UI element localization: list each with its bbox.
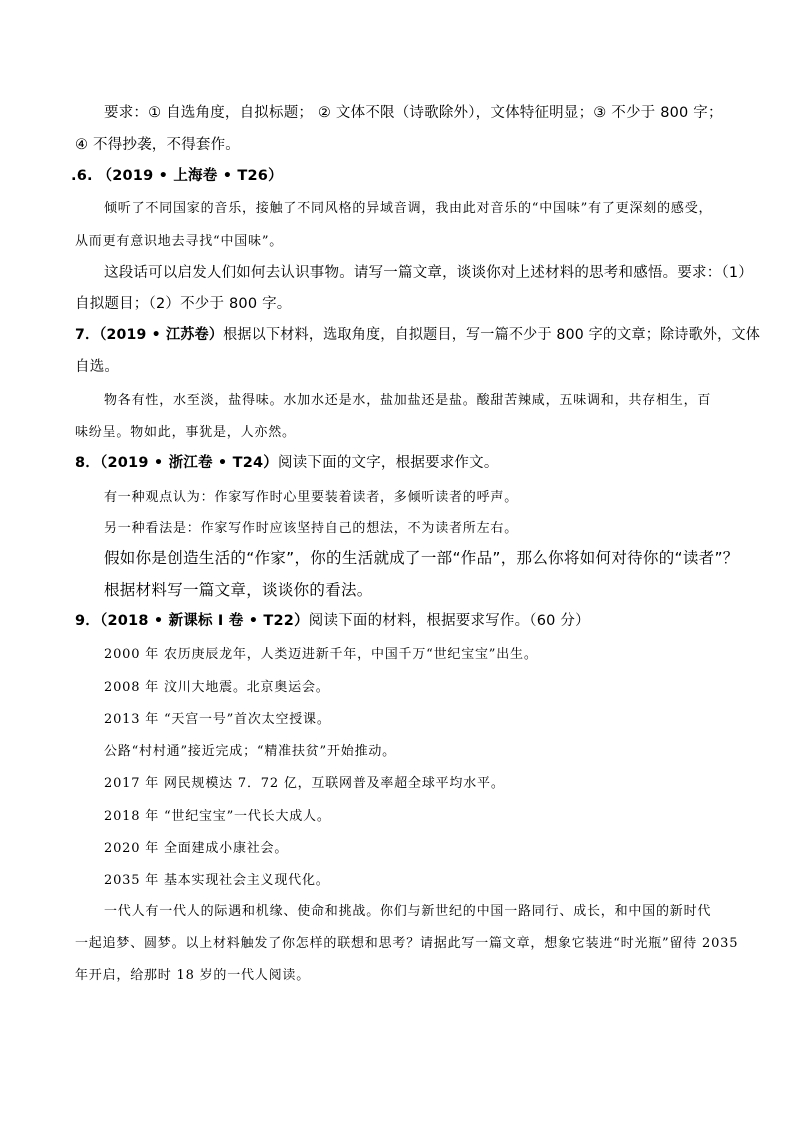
question-text: 阅读下面的文字，根据要求作文。 — [278, 455, 499, 471]
timeline-2017: 2017 年 网民规模达 7．72 亿，互联网普及率超全球平均水平。 — [104, 776, 505, 791]
q7-material-line-1: 物各有性，水至淡，盐得味。水加水还是水，盐加盐还是盐。酸甜苦辣咸，五味调和，共存相生，百 — [104, 393, 712, 408]
timeline-2018: 2018 年 “世纪宝宝”一代长大成人。 — [104, 809, 331, 824]
timeline-2013: 2013 年 “天宫一号”首次太空授课。 — [104, 712, 331, 727]
q6-material-line-1: 倾听了不同国家的音乐，接触了不同风格的异域音调，我由此对音乐的“中国味”有了更深刻的感受， — [104, 201, 713, 216]
question-source: （2019 • 上海卷 • T26） — [97, 168, 283, 184]
q6-prompt-line-2: 自拟题目；（2）不少于 800 字。 — [75, 296, 292, 312]
question-number: 7． — [75, 327, 100, 343]
q8-prompt-line-2: 根据材料写一篇文章，谈谈你的看法。 — [104, 581, 373, 599]
question-text: 根据以下材料，选取角度，自拟题目，写一篇不少于 800 字的文章；除诗歌外，文体 — [223, 327, 761, 343]
question-source: （2018 • 新课标 I 卷 • T22） — [100, 613, 309, 629]
q7-prompt-line-2: 自选。 — [75, 359, 120, 375]
q6-prompt-line-1: 这段话可以启发人们如何去认识事物。请写一篇文章，谈谈你对上述材料的思考和感悟。要求：（1） — [104, 265, 753, 281]
question-number: 8． — [75, 455, 100, 471]
timeline-2020: 2020 年 全面建成小康社会。 — [104, 841, 289, 856]
q9-prompt-line-3: 年开启，给那时 18 岁的一代人阅读。 — [75, 968, 311, 983]
q9-prompt-line-1: 一代人有一代人的际遇和机缘、使命和挑战。你们与新世纪的中国一路同行、成长，和中国的新时代 — [104, 904, 712, 919]
question-number: 9． — [75, 613, 100, 629]
q6-material-line-2: 从而更有意识地去寻找“中国味”。 — [75, 234, 284, 249]
question-7-heading — [75, 323, 760, 344]
timeline-2035: 2035 年 基本实现社会主义现代化。 — [104, 873, 330, 888]
timeline-2008: 2008 年 汶川大地震。北京奥运会。 — [104, 680, 330, 695]
timeline-road: 公路“村村通”接近完成；“精准扶贫”开始推动。 — [104, 744, 396, 759]
timeline-2000: 2000 年 农历庚辰龙年，人类迈进新千年，中国千万“世纪宝宝”出生。 — [104, 647, 538, 662]
q5-requirements-line-2: ④ 不得抄袭，不得套作。 — [75, 137, 241, 153]
q8-prompt-line-1: 假如你是创造生活的“作家”，你的生活就成了一部“作品”，那么你将如何对待你的“读者”？ — [104, 549, 739, 567]
q5-requirements-line-1: 要求：① 自选角度，自拟标题； ② 文体不限（诗歌除外），文体特征明显；③ 不少于 800 字； — [104, 105, 723, 121]
q9-prompt-line-2: 一起追梦、圆梦。以上材料触发了你怎样的联想和思考？请据此写一篇文章，想象它装进“时光瓶”留待 2035 — [75, 936, 739, 951]
question-9-heading — [75, 609, 590, 630]
question-text: 阅读下面的材料，根据要求写作。（60 分） — [308, 613, 590, 629]
q8-material-line-1: 有一种观点认为：作家写作时心里要装着读者，多倾听读者的呼声。 — [104, 490, 519, 505]
question-6-heading — [71, 164, 283, 185]
question-source: （2019 • 浙江卷 • T24） — [100, 455, 279, 471]
question-source: （2019 • 江苏卷） — [99, 327, 224, 343]
q7-material-line-2: 味纷呈。物如此，事犹是，人亦然。 — [75, 425, 296, 440]
question-8-heading — [75, 451, 499, 472]
question-number: .6. — [71, 168, 93, 184]
q8-material-line-2: 另一种看法是：作家写作时应该坚持自己的想法，不为读者所左右。 — [104, 521, 519, 536]
